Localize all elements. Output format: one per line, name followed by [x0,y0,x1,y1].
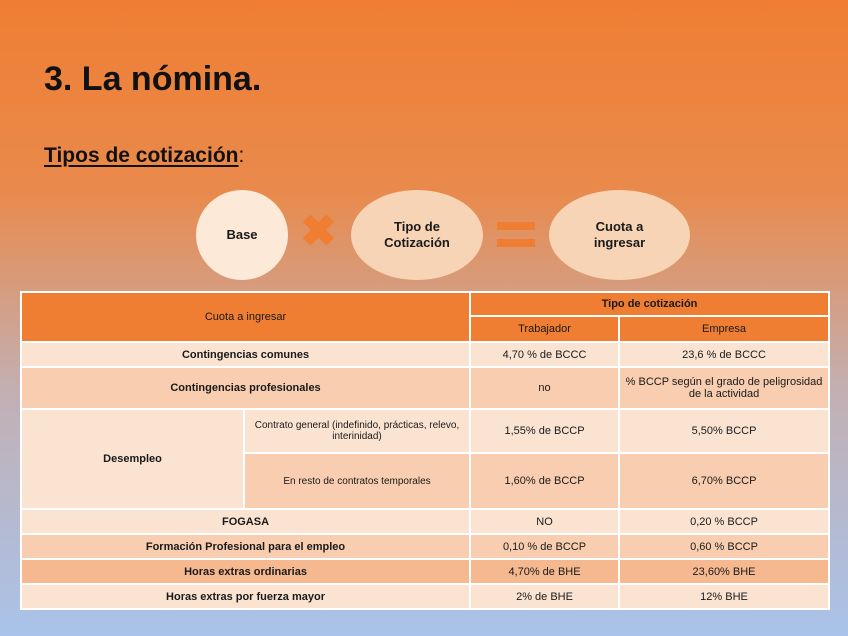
cell-empresa: % BCCP según el grado de peligrosidad de la actividad [619,367,829,409]
formula-base-label: Base [226,227,258,243]
table-row [21,534,829,559]
table-row [21,584,829,609]
cell-empresa: 23,6 % de BCCC [619,342,829,367]
formula-cuota-ellipse [549,190,690,280]
table-row [21,367,829,409]
formula-tipo-ellipse [351,190,483,280]
row-sublabel: En resto de contratos temporales [244,453,470,509]
cell-empresa: 12% BHE [619,584,829,609]
cell-trabajador: NO [470,509,619,534]
formula-cuota-line2: ingresar [593,235,646,250]
formula-tipo-line1: Tipo de [394,219,440,235]
cell-trabajador: 2% de BHE [470,584,619,609]
row-label: Contingencias comunes [21,342,470,367]
table-row [21,559,829,584]
subtitle-text: Tipos de cotización [44,144,239,167]
header-tipo-cotizacion: Tipo de cotización [470,292,829,316]
formula-cuota-line1: Cuota a [595,219,644,235]
row-label: Contingencias profesionales [21,367,470,409]
row-label: Horas extras ordinarias [21,559,470,584]
cell-empresa: 23,60% BHE [619,559,829,584]
slide-title: 3. La nómina. [44,60,262,98]
cell-trabajador: 0,10 % de BCCP [470,534,619,559]
header-empresa: Empresa [619,316,829,342]
cotizacion-table [20,291,830,610]
cell-empresa: 5,50% BCCP [619,409,829,453]
equals-icon [497,222,535,248]
row-label: FOGASA [21,509,470,534]
subtitle-colon: : [238,144,245,167]
multiply-icon: ✖ [300,207,337,256]
cell-trabajador: 4,70 % de BCCC [470,342,619,367]
row-label: Desempleo [21,409,244,509]
cell-trabajador: 1,55% de BCCP [470,409,619,453]
cell-empresa: 0,60 % BCCP [619,534,829,559]
row-label: Formación Profesional para el empleo [21,534,470,559]
cell-trabajador: no [470,367,619,409]
table-row [21,509,829,534]
table-row [21,342,829,367]
row-label: Horas extras por fuerza mayor [21,584,470,609]
cell-trabajador: 4,70% de BHE [470,559,619,584]
slide-subtitle [44,144,244,168]
formula-base-ellipse [196,190,288,280]
header-cuota-ingresar: Cuota a ingresar [21,292,470,342]
cell-empresa: 0,20 % BCCP [619,509,829,534]
cell-trabajador: 1,60% de BCCP [470,453,619,509]
table-row [21,409,829,453]
row-sublabel: Contrato general (indefinido, prácticas, relevo, interinidad) [244,409,470,453]
cell-empresa: 6,70% BCCP [619,453,829,509]
formula-tipo-line2: Cotización [384,235,450,250]
header-trabajador: Trabajador [470,316,619,342]
